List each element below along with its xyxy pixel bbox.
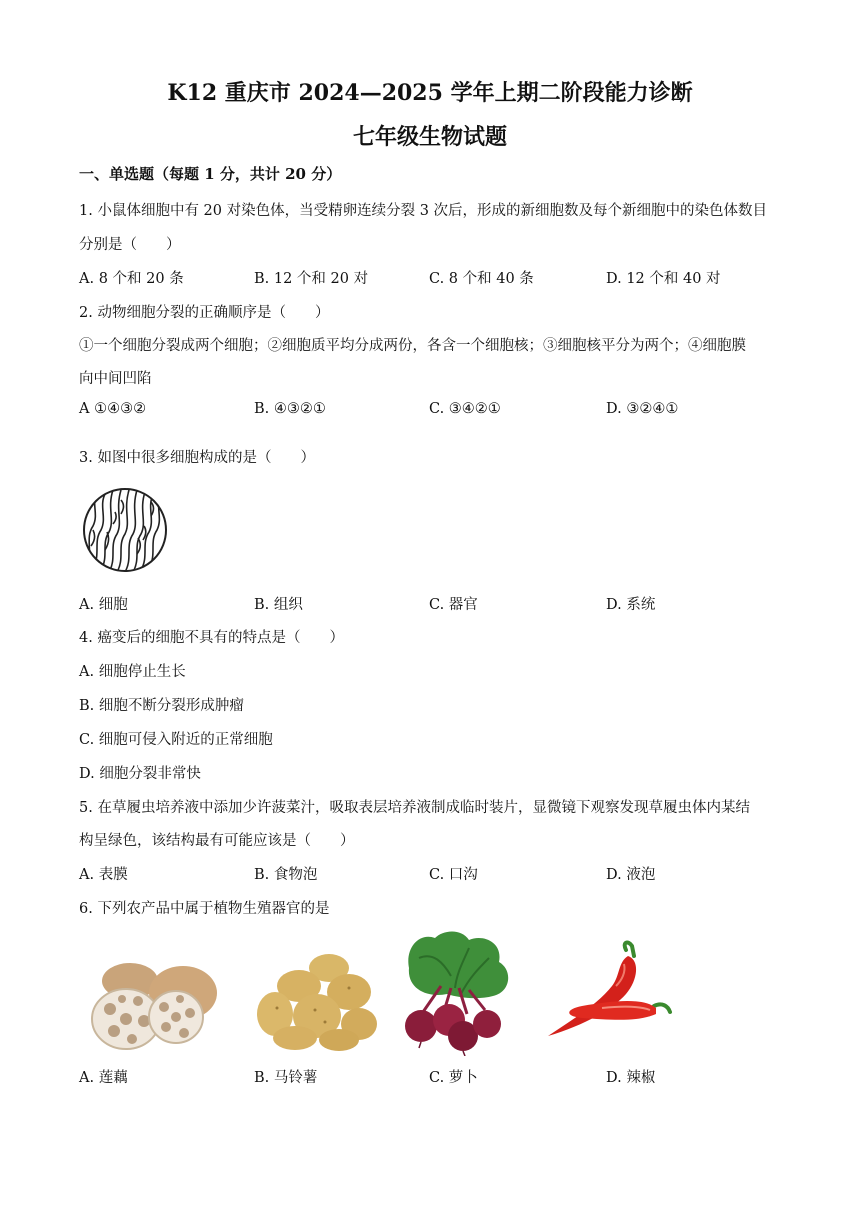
option-d: D. 辣椒 — [606, 1070, 656, 1086]
option-a: A. 细胞停止生长 — [79, 664, 186, 680]
question-3-options — [79, 593, 799, 615]
option-d: D. 系统 — [606, 597, 656, 613]
option-d: D. ③②④① — [606, 401, 679, 417]
question-5-options — [79, 863, 799, 885]
question-1-options — [79, 267, 799, 289]
question-6-stem: 6. 下列农产品中属于植物生殖器官的是 — [79, 901, 330, 917]
option-c: C. 口沟 — [429, 867, 478, 883]
option-a: A ①④③② — [79, 401, 147, 417]
question-2-options — [79, 401, 799, 423]
option-c: C. 萝卜 — [429, 1070, 478, 1086]
question-3-stem: 3. 如图中很多细胞构成的是（ ） — [79, 450, 315, 466]
option-b: B. ④③②① — [254, 401, 326, 417]
lotus-root-image — [88, 955, 223, 1055]
option-a: A. 细胞 — [79, 597, 128, 613]
option-a: A. 莲藕 — [79, 1070, 128, 1086]
option-b: B. 组织 — [254, 597, 303, 613]
question-5-stem-line-2: 构呈绿色，该结构最有可能应该是（ ） — [79, 833, 355, 849]
question-2-stem-line-1: 2. 动物细胞分裂的正确顺序是（ ） — [79, 305, 330, 321]
tissue-cells-figure — [79, 484, 171, 576]
section-heading: 一、单选题（每题 1 分，共计 20 分） — [79, 165, 342, 183]
option-c: C. 细胞可侵入附近的正常细胞 — [79, 732, 273, 748]
question-1-stem-line-2: 分别是（ ） — [79, 237, 181, 253]
option-c: C. 器官 — [429, 597, 478, 613]
question-6-options — [79, 1066, 799, 1088]
option-d: D. 细胞分裂非常快 — [79, 766, 201, 782]
option-a: A. 8 个和 20 条 — [79, 271, 184, 287]
option-d: D. 液泡 — [606, 867, 656, 883]
question-5-stem-line-1: 5. 在草履虫培养液中添加少许菠菜汁，吸取表层培养液制成临时装片，显微镜下观察发现草履虫体内某结 — [79, 800, 750, 816]
option-b: B. 食物泡 — [254, 867, 318, 883]
question-2-stem-line-2: ①一个细胞分裂成两个细胞；②细胞质平均分成两份，各含一个细胞核；③细胞核平分为两个；④细胞膜 — [79, 338, 746, 354]
question-2-stem-line-3: 向中间凹陷 — [79, 371, 152, 387]
chili-pepper-image — [542, 940, 674, 1040]
option-c: C. ③④②① — [429, 401, 501, 417]
question-4-stem: 4. 癌变后的细胞不具有的特点是（ ） — [79, 630, 344, 646]
option-d: D. 12 个和 40 对 — [606, 271, 721, 287]
option-c: C. 8 个和 40 条 — [429, 271, 534, 287]
option-b: B. 12 个和 20 对 — [254, 271, 369, 287]
beetroot-image — [399, 928, 517, 1056]
question-1-stem-line-1: 1. 小鼠体细胞中有 20 对染色体，当受精卵连续分裂 3 次后，形成的新细胞数及每个新细胞中的染色体数目 — [79, 203, 768, 219]
exam-subtitle: 七年级生物试题 — [352, 124, 507, 150]
option-b: B. 细胞不断分裂形成肿瘤 — [79, 698, 244, 714]
option-a: A. 表膜 — [79, 867, 128, 883]
exam-title: K12 重庆市 2024—2025 学年上期二阶段能力诊断 — [167, 80, 693, 106]
potato-image — [255, 952, 380, 1052]
option-b: B. 马铃薯 — [254, 1070, 318, 1086]
